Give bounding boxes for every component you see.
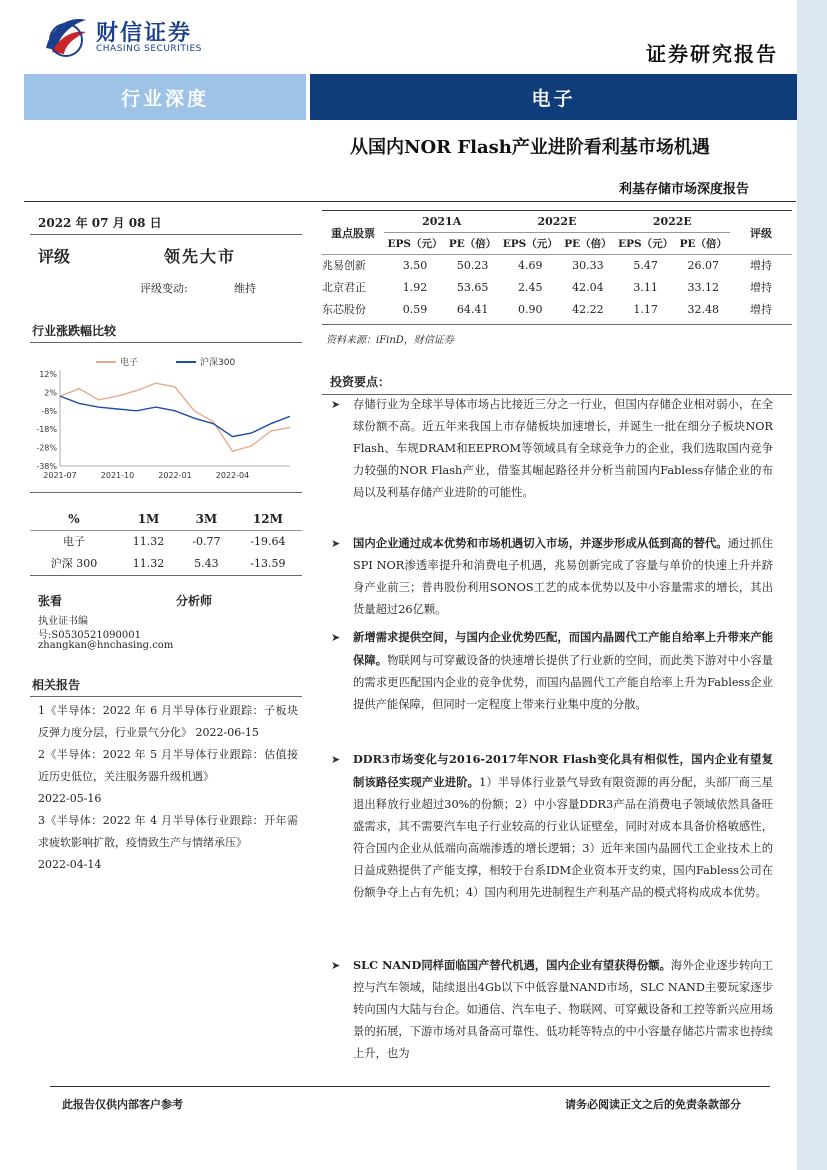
stock-cell: 42.22 <box>572 302 604 316</box>
perf-cell: 11.32 <box>132 556 165 570</box>
stock-table-source: 资料来源：iFinD，财信证券 <box>326 335 454 346</box>
chart-container <box>30 348 300 488</box>
series-line-electronics <box>60 383 290 451</box>
perf-row-name: 沪深 300 <box>50 557 98 570</box>
point-paragraph <box>353 626 773 716</box>
footer-left: 此报告仅供内部客户参考 <box>62 1098 183 1111</box>
perf-header: 1M <box>137 511 160 526</box>
analyst-cert: 执业证书编 <box>38 616 88 627</box>
x-tick-label: 2022-04 <box>215 471 250 480</box>
stock-cell: 32.48 <box>687 302 720 316</box>
stock-subheader: PE（倍） <box>679 237 727 250</box>
stock-rating: 增持 <box>750 281 772 294</box>
y-tick-label: -18% <box>36 425 57 435</box>
bullet-arrow-icon: ➤ <box>331 537 341 550</box>
series-line-csi300 <box>60 396 290 437</box>
section-band-left: 行业深度 <box>24 74 306 120</box>
perf-row-name: 电子 <box>63 535 85 549</box>
point-paragraph <box>353 393 773 504</box>
stock-subheader: PE（倍） <box>448 237 497 250</box>
y-tick-label: -8% <box>41 406 57 416</box>
stock-rating-header: 评级 <box>750 226 772 240</box>
point-body: 通过抓住SPI NOR渗透率提升和消费电子机遇，兆易创新完成了容量与单价的快速上升并跻身产业前三；普冉股份利用SONOS工艺的成本优势以及中小容量需求的增长，其出货量超过26亿颗。 <box>353 537 773 616</box>
stock-cell: 4.69 <box>518 258 543 272</box>
related-divider <box>30 696 302 697</box>
y-tick-label: -28% <box>36 443 57 453</box>
report-subtitle: 利基存储市场深度报告 <box>619 182 750 197</box>
chart-title: 行业涨跌幅比较 <box>32 324 117 338</box>
perf-cell: 11.32 <box>132 534 165 548</box>
x-tick-label: 2022-01 <box>158 471 192 480</box>
bullet-arrow-icon: ➤ <box>331 398 341 411</box>
stock-cell: 33.12 <box>687 280 720 294</box>
perf-header: 12M <box>252 511 283 526</box>
company-name-cn: 财信证券 <box>96 21 193 46</box>
company-logo <box>42 14 90 58</box>
report-date: 2022 年 07 月 08 日 <box>38 216 162 230</box>
stock-cell: 0.90 <box>518 302 543 316</box>
rating-change-label: 评级变动: <box>140 282 188 295</box>
perf-bottom-divider <box>30 575 302 576</box>
report-title: 从国内NOR Flash产业进阶看利基市场机遇 <box>350 137 710 158</box>
point-body: 物联网与可穿戴设备的快速增长提供了行业新的空间，而此类下游对中小容量的需求更匹配国内企业的竞争优势，而国内晶圆代工产能自给率上升为Fabless企业提供产能保障，但同时一定程度上带来行业集中度的分散。 <box>353 654 773 711</box>
point-paragraph <box>353 954 773 1065</box>
analyst-cert-no: 号:S0530521090001 <box>38 630 141 641</box>
section-band-right: 电子 <box>310 74 797 120</box>
point-body: 海外企业逐步转向工控与汽车领域，陆续退出4Gb以下中低容量NAND市场，SLC NAND主要玩家逐步转向国内大陆与台企。如通信、汽车电子、物联网、可穿戴设备和工控等新兴应用场景的拓展，下游市场对具备高可靠性、低功耗等特点的中小容量存储芯片需求也持续上升，也为 <box>353 959 773 1060</box>
point-head: DDR3市场变化与2016-2017年NOR Flash变化具有相似性，国内企业有望复制该路径实现产业进阶。 <box>353 752 773 789</box>
stock-col-header: 重点股票 <box>331 226 375 240</box>
bullet-arrow-icon: ➤ <box>331 753 341 766</box>
stock-name: 兆易创新 <box>322 259 366 273</box>
title-divider <box>24 201 796 202</box>
stock-rating: 增持 <box>750 303 772 316</box>
chart-bottom-divider <box>30 492 302 493</box>
performance-line-chart <box>30 348 300 488</box>
stock-year: 2022E <box>499 212 614 232</box>
date-divider <box>30 234 302 235</box>
stock-subheader: PE（倍） <box>564 237 612 250</box>
stock-cell: 2.45 <box>518 280 543 294</box>
x-tick-label: 2021-07 <box>43 471 77 480</box>
stock-cell: 1.92 <box>402 280 428 294</box>
stock-cell: 26.07 <box>687 258 720 272</box>
footer-divider <box>50 1086 770 1087</box>
stock-table-bottom <box>322 324 792 325</box>
x-tick-label: 2021-10 <box>100 471 135 480</box>
point-paragraph <box>353 748 773 904</box>
stock-subheader: EPS（元） <box>387 237 443 250</box>
legend-label: 电子 <box>120 358 139 368</box>
point-paragraph <box>353 532 773 621</box>
point-head: SLC NAND同样面临国产替代机遇，国内企业有望获得份额。 <box>353 958 671 972</box>
analyst-name: 张看 <box>38 594 63 608</box>
perf-header: % <box>68 511 80 526</box>
stock-cell: 3.50 <box>402 258 428 272</box>
related-item-text: 2《半导体：2022 年 5 月半导体行业跟踪：估值接近历史低位，关注服务器升级机遇》 <box>38 748 298 783</box>
related-item-date: 2022-05-16 <box>38 792 102 805</box>
related-item[interactable] <box>38 744 298 788</box>
stock-cell: 64.41 <box>456 302 489 316</box>
stock-table-top <box>322 210 792 211</box>
stock-cell: 5.47 <box>633 258 658 272</box>
stock-rating: 增持 <box>750 259 772 273</box>
chart-title-divider <box>30 342 302 343</box>
rating-change-value: 维持 <box>234 282 256 295</box>
stock-cell: 1.17 <box>633 302 658 316</box>
stock-cell: 53.65 <box>456 280 489 294</box>
bullet-arrow-icon: ➤ <box>331 959 341 972</box>
perf-cell: 5.43 <box>194 556 219 570</box>
perf-cell: -0.77 <box>192 534 221 548</box>
related-title: 相关报告 <box>32 678 81 692</box>
perf-table-grid <box>30 508 302 574</box>
perf-header: 3M <box>195 511 218 526</box>
report-type: 证券研究报告 <box>646 42 778 66</box>
related-item[interactable] <box>38 700 298 744</box>
related-item-text: 3《半导体：2022 年 4 月半导体行业跟踪：开年需求疲软影响扩散，疫情致生产与情绪承压》 <box>38 814 298 849</box>
stock-cell: 30.33 <box>572 258 604 272</box>
rating-label: 评级 <box>38 247 71 266</box>
analyst-email[interactable]: zhangkan@hnchasing.com <box>38 640 174 651</box>
analyst-role: 分析师 <box>176 594 213 608</box>
stock-cell: 0.59 <box>402 302 428 316</box>
y-tick-label: 2% <box>44 388 57 398</box>
stock-cell: 50.23 <box>456 258 489 272</box>
stock-cell: 3.11 <box>633 280 658 294</box>
y-tick-label: 12% <box>39 370 57 379</box>
related-item-text: 1《半导体：2022 年 6 月半导体行业跟踪：子板块反弹力度分层，行业景气分化》 2022-06-15 <box>38 704 298 739</box>
stock-subheader: EPS（元） <box>502 237 558 250</box>
point-head: 新增需求提供空间，与国内企业优势匹配，而国内晶圆代工产能自给率上升带来产能保障。 <box>353 630 773 667</box>
related-item-date: 2022-04-14 <box>38 858 102 871</box>
point-body: 1）半导体行业景气导致有限资源的再分配，头部厂商三星退出释放行业超过30%的份额；2）中小容量DDR3产品在消费电子领域依然具备旺盛需求，其不需要汽车电子行业较高的行业认证壁垒，同时对成本具备价格敏感性，符合国内企业从低端向高端渗透的增长逻辑；3）近年来国内晶圆代工企业技术上的日益成熟提供了产能支撑，相较于台系IDM企业资本开支约束，国内Fabless公司在份额争夺上占有先机；4）国内利用先进制程生产利基产品的模式将构成成本优势。 <box>353 776 773 899</box>
perf-cell: -13.59 <box>250 556 286 570</box>
stock-subheader: EPS（元） <box>618 237 674 250</box>
legend-label: 沪深300 <box>200 358 236 368</box>
stock-cell: 42.04 <box>572 280 604 294</box>
footer-right: 请务必阅读正文之后的免责条款部分 <box>565 1098 741 1111</box>
right-margin-strip <box>797 0 827 1170</box>
company-name-en: CHASING SECURITIES <box>96 44 202 54</box>
bullet-arrow-icon: ➤ <box>331 631 341 644</box>
logo-icon <box>42 14 90 58</box>
stock-year: 2022E <box>615 212 730 232</box>
related-item[interactable] <box>38 810 298 854</box>
stock-table <box>322 212 792 320</box>
perf-table <box>30 508 302 574</box>
stock-year: 2021A <box>384 212 499 232</box>
perf-cell: -19.64 <box>250 534 286 548</box>
invest-title: 投资要点： <box>330 375 391 389</box>
y-tick-label: -38% <box>36 462 57 471</box>
stock-name: 东芯股份 <box>322 303 366 316</box>
stock-name: 北京君正 <box>322 281 366 294</box>
point-head: 国内企业通过成本优势和市场机遇切入市场，并逐步形成从低到高的替代。 <box>353 536 728 550</box>
rating-value: 领先大市 <box>164 247 237 266</box>
stock-table-grid <box>322 212 792 320</box>
point-body: 存储行业为全球半导体市场占比接近三分之一行业，但国内存储企业相对弱小，在全球份额不高。近五年来我国上市存储板块加速增长，并诞生一批在细分子板块NOR Flash、车规DRAM和EEPROM等领域具有全球竞争力的企业，我们选取国内竞争力较强的NOR Flash产业，借鉴其崛起路径并分析当前国内Fabless存储企业的布局以及利基存储产业进阶的可能性。 <box>353 398 773 499</box>
